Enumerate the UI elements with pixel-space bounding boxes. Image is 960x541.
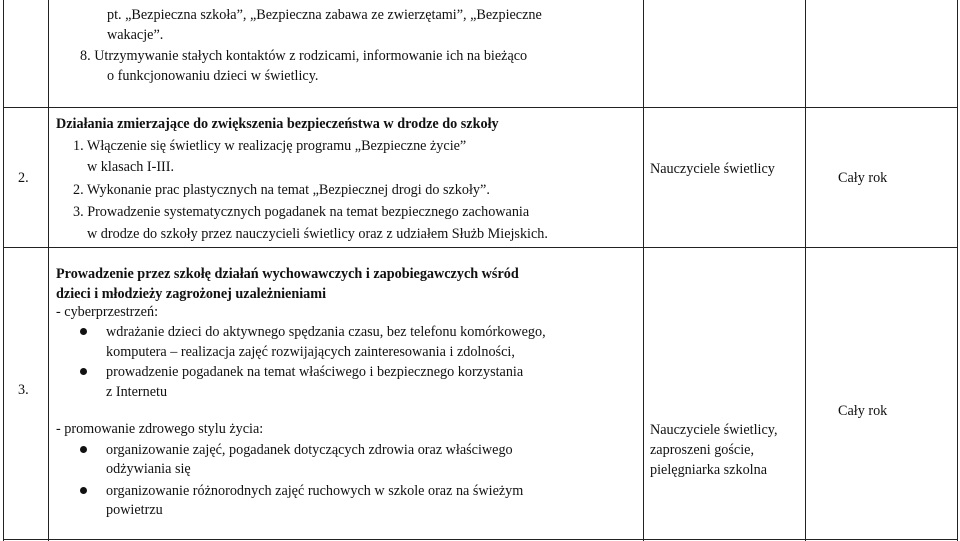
row2-line-1: 1. Włączenie się świetlicy w realizację programu „Bezpieczne życie” [73, 138, 467, 154]
row2-line-5: w drodze do szkoły przez nauczycieli świetlicy oraz z udziałem Służb Miejskich. [87, 226, 548, 242]
health-label: - promowanie zdrowego stylu życia: [56, 421, 264, 437]
row1-line-2: wakacje”. [107, 27, 164, 43]
table-divider-responsible [805, 0, 806, 541]
table-border-bottom [3, 539, 958, 540]
table-border-left [3, 0, 4, 541]
row3-responsible-line-3: pielęgniarka szkolna [650, 462, 767, 478]
row3-responsible-line-2: zaproszeni goście, [650, 442, 754, 458]
table-divider-content [643, 0, 644, 541]
table-divider-number [48, 0, 49, 541]
cyber-item-1-line-1: wdrażanie dzieci do aktywnego spędzania czasu, bez telefonu komórkowego, [106, 324, 546, 340]
row2-heading: Działania zmierzające do zwiększenia bezpieczeństwa w drodze do szkoły [56, 116, 499, 132]
row1-line-3: 8. Utrzymywanie stałych kontaktów z rodzicami, informowanie ich na bieżąco [80, 48, 528, 64]
row2-line-3: 2. Wykonanie prac plastycznych na temat „Bezpiecznej drogi do szkoły”. [73, 182, 490, 198]
cyber-item-2-line-1: prowadzenie pogadanek na temat właściwego i bezpiecznego korzystania [106, 364, 524, 380]
cyber-label: - cyberprzestrzeń: [56, 304, 159, 320]
cyber-item-2-line-2: z Internetu [106, 384, 168, 400]
row2-line-2: w klasach I-III. [87, 159, 175, 175]
row-number: 2. [18, 170, 29, 186]
row3-heading-line-1: Prowadzenie przez szkołę działań wychowawczych i zapobiegawczych wśród [56, 266, 519, 282]
row3-responsible-line-1: Nauczyciele świetlicy, [650, 422, 778, 438]
health-item-2-line-2: powietrzu [106, 502, 163, 518]
row2-line-4: 3. Prowadzenie systematycznych pogadanek na temat bezpiecznego zachowania [73, 204, 530, 220]
bullet-icon [80, 328, 87, 335]
cyber-item-1-line-2: komputera – realizacja zajęć rozwijających zainteresowania i zdolności, [106, 344, 515, 360]
row-separator-1 [3, 107, 958, 108]
row2-term: Cały rok [838, 170, 888, 186]
row-separator-2 [3, 247, 958, 248]
health-item-2-line-1: organizowanie różnorodnych zajęć ruchowych w szkole oraz na świeżym [106, 483, 524, 499]
row2-responsible: Nauczyciele świetlicy [650, 161, 775, 177]
row-number: 3. [18, 382, 29, 398]
row3-heading-line-2: dzieci i młodzieży zagrożonej uzależnieniami [56, 286, 327, 302]
bullet-icon [80, 487, 87, 494]
row1-line-4: o funkcjonowaniu dzieci w świetlicy. [107, 68, 319, 84]
row1-line-1: pt. „Bezpieczna szkoła”, „Bezpieczna zabawa ze zwierzętami”, „Bezpieczne [107, 7, 542, 23]
row3-term: Cały rok [838, 403, 888, 419]
health-item-1-line-1: organizowanie zajęć, pogadanek dotyczących zdrowia oraz właściwego [106, 442, 513, 458]
bullet-icon [80, 446, 87, 453]
table-border-right [957, 0, 958, 541]
health-item-1-line-2: odżywiania się [106, 461, 191, 477]
bullet-icon [80, 368, 87, 375]
